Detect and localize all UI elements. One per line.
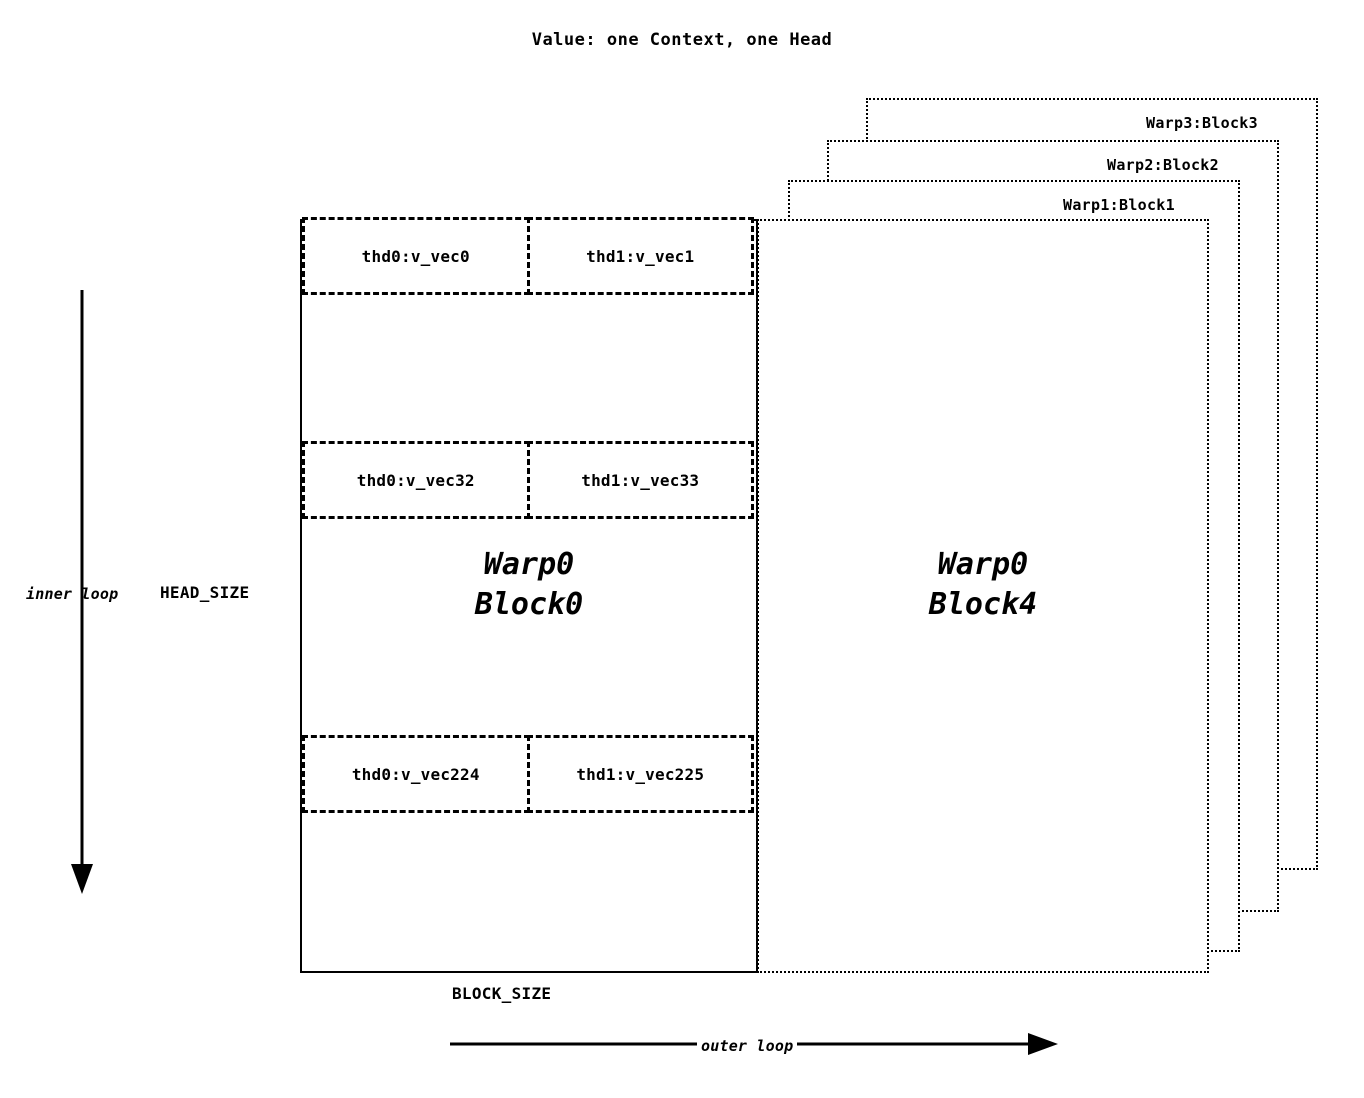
head-size-label: HEAD_SIZE bbox=[160, 583, 250, 602]
vector-row-0 bbox=[302, 217, 754, 295]
vector-cell-thd0-vec32: thd0:v_vec32 bbox=[302, 441, 530, 519]
block0-warp-label: Warp0 bbox=[483, 547, 575, 582]
vector-cell-thd1-vec225: thd1:v_vec225 bbox=[527, 735, 755, 813]
block-warp0-block4-caption bbox=[757, 545, 1209, 625]
stack-block-label-warp2-block2: Warp2:Block2 bbox=[1107, 156, 1219, 174]
outer-loop-label: outer loop bbox=[697, 1037, 797, 1055]
stack-block-label-warp3-block3: Warp3:Block3 bbox=[1146, 114, 1258, 132]
block4-block-label: Block4 bbox=[928, 586, 1038, 622]
block-warp0-block0-caption bbox=[300, 545, 758, 625]
diagram-title: Value: one Context, one Head bbox=[531, 30, 833, 50]
stack-block-label-warp1-block1: Warp1:Block1 bbox=[1063, 196, 1175, 214]
vector-cell-thd1-vec33: thd1:v_vec33 bbox=[527, 441, 755, 519]
block0-block-label: Block0 bbox=[474, 586, 584, 622]
block4-warp-label: Warp0 bbox=[937, 547, 1029, 582]
vector-cell-thd0-vec224: thd0:v_vec224 bbox=[302, 735, 530, 813]
inner-loop-label: inner loop bbox=[26, 585, 119, 603]
vector-row-32 bbox=[302, 441, 754, 519]
vector-row-224 bbox=[302, 735, 754, 813]
block-size-label: BLOCK_SIZE bbox=[452, 984, 552, 1003]
vector-cell-thd0-vec0: thd0:v_vec0 bbox=[302, 217, 530, 295]
vector-cell-thd1-vec1: thd1:v_vec1 bbox=[527, 217, 755, 295]
